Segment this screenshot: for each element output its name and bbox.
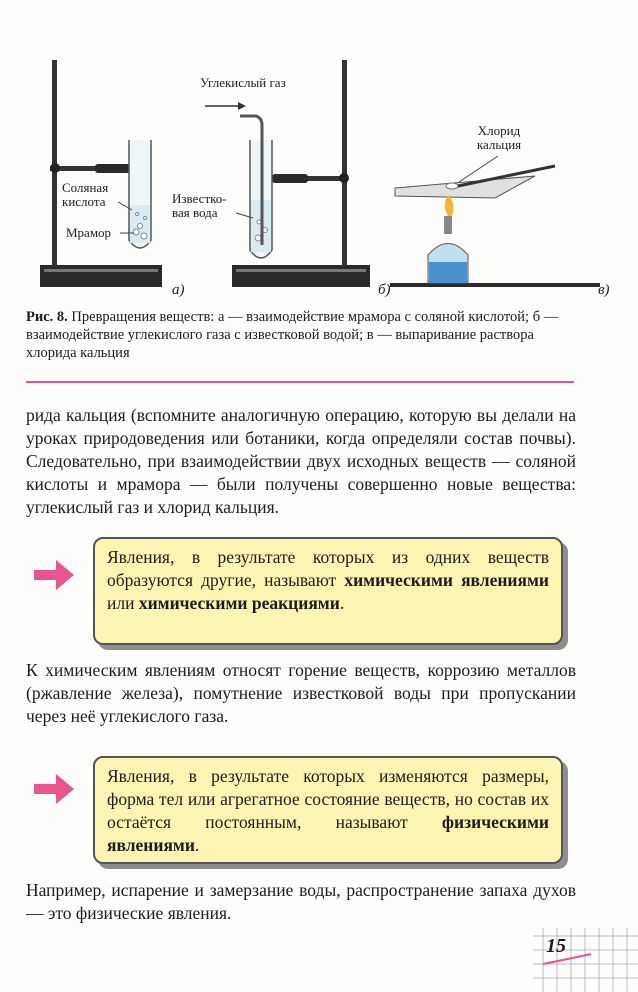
term-chemical-reactions: химическими реакциями <box>138 593 340 613</box>
test-tube-a <box>129 140 151 248</box>
figure-8 <box>0 0 638 305</box>
figure-letter-a: а) <box>172 282 185 298</box>
caption-text: Превращения веществ: а — взаимодействие мрамора с соляной кислотой; б — взаимодействие углекислого газа с известковой водой; в — выпаривание раствора хлорида кальция <box>26 309 559 361</box>
paragraph-3: Например, испарение и замерзание воды, распространение запаха духов — это физические явления. <box>26 880 576 923</box>
label-carbon-dioxide: Углекислый газ <box>200 75 286 90</box>
pink-arrow-icon <box>30 770 78 808</box>
caption-label: Рис. 8. <box>26 309 68 325</box>
definition-2-end: . <box>194 835 200 855</box>
label-marble: Мрамор <box>66 225 112 240</box>
definition-1-text: Явления, в результате которых из одних веществ образуются другие, называют <box>107 547 549 590</box>
paragraph-1: рида кальция (вспомните аналогичную операцию, которую вы делали на уроках природоведения или ботаники, когда определяли состав почвы). Следовательно, при взаимодействии двух исходных веществ — соляной кислоты и мрамора — были получены совершенно новые вещества: углекислый газ и хлорид кальция. <box>26 405 576 517</box>
lab-apparatus-illustration <box>0 0 638 305</box>
figure-letter-c: в) <box>598 282 610 298</box>
figure-letter-b: б) <box>378 282 391 298</box>
test-tube-b <box>240 116 272 258</box>
caption-divider <box>26 381 574 383</box>
definition-physical-phenomena <box>93 756 563 864</box>
definition-chemical-phenomena <box>93 537 563 645</box>
label-calcium-chloride: Хлорид кальция <box>476 123 522 152</box>
definition-2-text: Явления, в результате которых изменяются размеры, форма тел или агрегатное состояние веществ, но состав их остаётся постоянным, называют <box>107 766 549 832</box>
burner-setup-c <box>390 166 600 287</box>
paragraph-2: К химическим явлениям относят горение веществ, коррозию металлов (ржавление железа), помутнение известковой воды при пропускании через неё углекислого газа. <box>26 660 576 726</box>
definition-1-or: или <box>107 593 139 613</box>
label-hydrochloric-acid: Соляная кислота <box>62 180 109 209</box>
term-physical-phenomena: физическими явлениями <box>107 812 549 855</box>
label-limewater: Известко-вая вода <box>172 191 227 220</box>
page-number: 15 <box>546 935 566 957</box>
pink-arrow-icon <box>30 556 78 594</box>
term-chemical-phenomena: химическими явлениями <box>344 570 549 590</box>
figure-caption <box>26 308 566 362</box>
definition-1-end: . <box>339 593 345 613</box>
